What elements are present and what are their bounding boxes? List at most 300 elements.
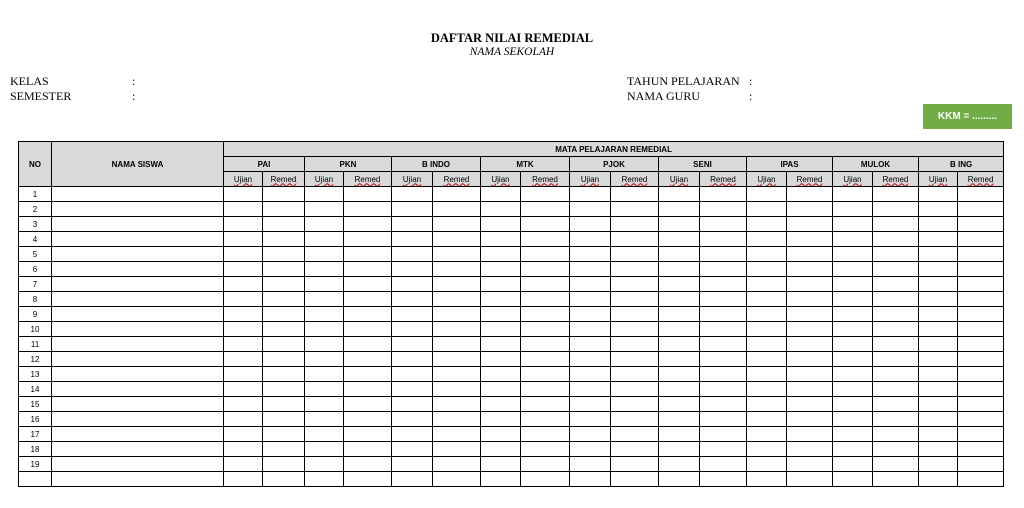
- score-cell[interactable]: [570, 202, 611, 217]
- score-cell[interactable]: [263, 202, 305, 217]
- score-cell[interactable]: [481, 337, 521, 352]
- score-cell[interactable]: [570, 442, 611, 457]
- score-cell[interactable]: [919, 382, 958, 397]
- score-cell[interactable]: [433, 352, 481, 367]
- score-cell[interactable]: [305, 292, 344, 307]
- score-cell[interactable]: [305, 217, 344, 232]
- score-cell[interactable]: [305, 412, 344, 427]
- score-cell[interactable]: [263, 307, 305, 322]
- score-cell[interactable]: [392, 217, 433, 232]
- score-cell[interactable]: [873, 382, 919, 397]
- score-cell[interactable]: [700, 382, 747, 397]
- score-cell[interactable]: [481, 307, 521, 322]
- score-cell[interactable]: [305, 397, 344, 412]
- score-cell[interactable]: [747, 412, 787, 427]
- score-cell[interactable]: [611, 247, 659, 262]
- score-cell[interactable]: [787, 382, 833, 397]
- score-cell[interactable]: [747, 307, 787, 322]
- score-cell[interactable]: [958, 292, 1004, 307]
- score-cell[interactable]: [958, 247, 1004, 262]
- score-cell[interactable]: [700, 337, 747, 352]
- score-cell[interactable]: [263, 217, 305, 232]
- score-cell[interactable]: [747, 337, 787, 352]
- score-cell[interactable]: [224, 277, 263, 292]
- score-cell[interactable]: [700, 232, 747, 247]
- score-cell[interactable]: [833, 322, 873, 337]
- score-cell[interactable]: [344, 232, 392, 247]
- score-cell[interactable]: [958, 337, 1004, 352]
- score-cell[interactable]: [611, 202, 659, 217]
- student-name-cell[interactable]: [52, 457, 224, 472]
- score-cell[interactable]: [224, 307, 263, 322]
- score-cell[interactable]: [481, 217, 521, 232]
- score-cell[interactable]: [833, 262, 873, 277]
- score-cell[interactable]: [344, 322, 392, 337]
- score-cell[interactable]: [433, 187, 481, 202]
- score-cell[interactable]: [833, 292, 873, 307]
- score-cell[interactable]: [787, 232, 833, 247]
- score-cell[interactable]: [481, 367, 521, 382]
- score-cell[interactable]: [481, 412, 521, 427]
- score-cell[interactable]: [787, 247, 833, 262]
- score-cell[interactable]: [305, 307, 344, 322]
- student-name-cell[interactable]: [52, 367, 224, 382]
- score-cell[interactable]: [659, 262, 700, 277]
- score-cell[interactable]: [392, 187, 433, 202]
- score-cell[interactable]: [700, 277, 747, 292]
- student-name-cell[interactable]: [52, 307, 224, 322]
- score-cell[interactable]: [521, 232, 570, 247]
- score-cell[interactable]: [833, 427, 873, 442]
- score-cell[interactable]: [700, 442, 747, 457]
- score-cell[interactable]: [521, 412, 570, 427]
- score-cell[interactable]: [224, 322, 263, 337]
- score-cell[interactable]: [224, 472, 263, 487]
- score-cell[interactable]: [659, 277, 700, 292]
- score-cell[interactable]: [481, 352, 521, 367]
- score-cell[interactable]: [611, 382, 659, 397]
- score-cell[interactable]: [433, 337, 481, 352]
- score-cell[interactable]: [747, 397, 787, 412]
- score-cell[interactable]: [570, 232, 611, 247]
- score-cell[interactable]: [787, 457, 833, 472]
- student-name-cell[interactable]: [52, 412, 224, 427]
- score-cell[interactable]: [521, 277, 570, 292]
- score-cell[interactable]: [833, 457, 873, 472]
- score-cell[interactable]: [344, 307, 392, 322]
- score-cell[interactable]: [958, 472, 1004, 487]
- score-cell[interactable]: [611, 412, 659, 427]
- score-cell[interactable]: [873, 187, 919, 202]
- score-cell[interactable]: [481, 232, 521, 247]
- score-cell[interactable]: [873, 412, 919, 427]
- score-cell[interactable]: [787, 292, 833, 307]
- score-cell[interactable]: [958, 262, 1004, 277]
- score-cell[interactable]: [611, 187, 659, 202]
- score-cell[interactable]: [344, 397, 392, 412]
- score-cell[interactable]: [873, 262, 919, 277]
- score-cell[interactable]: [611, 442, 659, 457]
- score-cell[interactable]: [344, 292, 392, 307]
- score-cell[interactable]: [570, 367, 611, 382]
- score-cell[interactable]: [611, 307, 659, 322]
- score-cell[interactable]: [659, 367, 700, 382]
- score-cell[interactable]: [392, 202, 433, 217]
- score-cell[interactable]: [919, 427, 958, 442]
- score-cell[interactable]: [659, 427, 700, 442]
- score-cell[interactable]: [787, 427, 833, 442]
- score-cell[interactable]: [919, 277, 958, 292]
- score-cell[interactable]: [700, 427, 747, 442]
- score-cell[interactable]: [224, 382, 263, 397]
- score-cell[interactable]: [344, 352, 392, 367]
- score-cell[interactable]: [433, 247, 481, 262]
- score-cell[interactable]: [747, 472, 787, 487]
- score-cell[interactable]: [958, 427, 1004, 442]
- score-cell[interactable]: [958, 457, 1004, 472]
- score-cell[interactable]: [700, 202, 747, 217]
- student-name-cell[interactable]: [52, 472, 224, 487]
- score-cell[interactable]: [919, 367, 958, 382]
- score-cell[interactable]: [433, 442, 481, 457]
- score-cell[interactable]: [305, 232, 344, 247]
- student-name-cell[interactable]: [52, 187, 224, 202]
- score-cell[interactable]: [659, 442, 700, 457]
- score-cell[interactable]: [263, 352, 305, 367]
- score-cell[interactable]: [787, 217, 833, 232]
- score-cell[interactable]: [433, 382, 481, 397]
- score-cell[interactable]: [659, 187, 700, 202]
- score-cell[interactable]: [224, 412, 263, 427]
- score-cell[interactable]: [521, 367, 570, 382]
- score-cell[interactable]: [263, 367, 305, 382]
- score-cell[interactable]: [747, 292, 787, 307]
- score-cell[interactable]: [570, 472, 611, 487]
- score-cell[interactable]: [481, 262, 521, 277]
- score-cell[interactable]: [305, 367, 344, 382]
- score-cell[interactable]: [224, 232, 263, 247]
- score-cell[interactable]: [833, 382, 873, 397]
- score-cell[interactable]: [873, 457, 919, 472]
- score-cell[interactable]: [305, 442, 344, 457]
- student-name-cell[interactable]: [52, 217, 224, 232]
- score-cell[interactable]: [521, 247, 570, 262]
- score-cell[interactable]: [305, 382, 344, 397]
- score-cell[interactable]: [787, 352, 833, 367]
- score-cell[interactable]: [481, 187, 521, 202]
- score-cell[interactable]: [919, 442, 958, 457]
- score-cell[interactable]: [659, 337, 700, 352]
- score-cell[interactable]: [433, 427, 481, 442]
- score-cell[interactable]: [611, 232, 659, 247]
- score-cell[interactable]: [958, 352, 1004, 367]
- score-cell[interactable]: [611, 427, 659, 442]
- score-cell[interactable]: [305, 322, 344, 337]
- score-cell[interactable]: [747, 352, 787, 367]
- score-cell[interactable]: [481, 277, 521, 292]
- score-cell[interactable]: [919, 397, 958, 412]
- score-cell[interactable]: [305, 277, 344, 292]
- score-cell[interactable]: [873, 367, 919, 382]
- score-cell[interactable]: [305, 247, 344, 262]
- score-cell[interactable]: [611, 217, 659, 232]
- score-cell[interactable]: [700, 322, 747, 337]
- score-cell[interactable]: [747, 382, 787, 397]
- score-cell[interactable]: [873, 307, 919, 322]
- score-cell[interactable]: [747, 247, 787, 262]
- score-cell[interactable]: [521, 307, 570, 322]
- score-cell[interactable]: [392, 472, 433, 487]
- score-cell[interactable]: [433, 412, 481, 427]
- score-cell[interactable]: [224, 352, 263, 367]
- score-cell[interactable]: [263, 472, 305, 487]
- score-cell[interactable]: [873, 442, 919, 457]
- score-cell[interactable]: [481, 427, 521, 442]
- score-cell[interactable]: [392, 322, 433, 337]
- score-cell[interactable]: [873, 247, 919, 262]
- score-cell[interactable]: [521, 352, 570, 367]
- score-cell[interactable]: [570, 262, 611, 277]
- score-cell[interactable]: [787, 187, 833, 202]
- score-cell[interactable]: [481, 247, 521, 262]
- score-cell[interactable]: [521, 382, 570, 397]
- score-cell[interactable]: [787, 412, 833, 427]
- score-cell[interactable]: [700, 472, 747, 487]
- score-cell[interactable]: [958, 232, 1004, 247]
- score-cell[interactable]: [833, 187, 873, 202]
- score-cell[interactable]: [919, 202, 958, 217]
- score-cell[interactable]: [700, 352, 747, 367]
- score-cell[interactable]: [224, 367, 263, 382]
- score-cell[interactable]: [919, 247, 958, 262]
- score-cell[interactable]: [659, 352, 700, 367]
- student-name-cell[interactable]: [52, 232, 224, 247]
- score-cell[interactable]: [611, 337, 659, 352]
- student-name-cell[interactable]: [52, 277, 224, 292]
- score-cell[interactable]: [570, 187, 611, 202]
- score-cell[interactable]: [521, 472, 570, 487]
- score-cell[interactable]: [873, 202, 919, 217]
- score-cell[interactable]: [305, 262, 344, 277]
- score-cell[interactable]: [344, 442, 392, 457]
- score-cell[interactable]: [833, 367, 873, 382]
- score-cell[interactable]: [392, 247, 433, 262]
- score-cell[interactable]: [521, 217, 570, 232]
- score-cell[interactable]: [747, 322, 787, 337]
- score-cell[interactable]: [305, 352, 344, 367]
- score-cell[interactable]: [747, 217, 787, 232]
- score-cell[interactable]: [570, 217, 611, 232]
- score-cell[interactable]: [833, 412, 873, 427]
- score-cell[interactable]: [787, 202, 833, 217]
- score-cell[interactable]: [305, 202, 344, 217]
- score-cell[interactable]: [958, 217, 1004, 232]
- score-cell[interactable]: [570, 307, 611, 322]
- score-cell[interactable]: [659, 322, 700, 337]
- score-cell[interactable]: [263, 187, 305, 202]
- score-cell[interactable]: [392, 397, 433, 412]
- student-name-cell[interactable]: [52, 247, 224, 262]
- score-cell[interactable]: [433, 307, 481, 322]
- score-cell[interactable]: [611, 277, 659, 292]
- score-cell[interactable]: [224, 262, 263, 277]
- score-cell[interactable]: [659, 217, 700, 232]
- score-cell[interactable]: [787, 442, 833, 457]
- score-cell[interactable]: [481, 397, 521, 412]
- score-cell[interactable]: [570, 292, 611, 307]
- score-cell[interactable]: [659, 382, 700, 397]
- score-cell[interactable]: [833, 337, 873, 352]
- score-cell[interactable]: [700, 307, 747, 322]
- score-cell[interactable]: [833, 352, 873, 367]
- score-cell[interactable]: [919, 292, 958, 307]
- score-cell[interactable]: [521, 442, 570, 457]
- score-cell[interactable]: [611, 472, 659, 487]
- score-cell[interactable]: [873, 232, 919, 247]
- score-cell[interactable]: [700, 367, 747, 382]
- score-cell[interactable]: [481, 457, 521, 472]
- score-cell[interactable]: [833, 397, 873, 412]
- student-name-cell[interactable]: [52, 292, 224, 307]
- score-cell[interactable]: [263, 277, 305, 292]
- score-cell[interactable]: [481, 202, 521, 217]
- score-cell[interactable]: [873, 277, 919, 292]
- score-cell[interactable]: [919, 307, 958, 322]
- score-cell[interactable]: [392, 262, 433, 277]
- score-cell[interactable]: [392, 337, 433, 352]
- score-cell[interactable]: [433, 277, 481, 292]
- student-name-cell[interactable]: [52, 397, 224, 412]
- score-cell[interactable]: [787, 367, 833, 382]
- score-cell[interactable]: [263, 442, 305, 457]
- score-cell[interactable]: [747, 367, 787, 382]
- score-cell[interactable]: [873, 397, 919, 412]
- score-cell[interactable]: [700, 457, 747, 472]
- score-cell[interactable]: [224, 337, 263, 352]
- score-cell[interactable]: [521, 202, 570, 217]
- student-name-cell[interactable]: [52, 202, 224, 217]
- student-name-cell[interactable]: [52, 442, 224, 457]
- score-cell[interactable]: [659, 292, 700, 307]
- score-cell[interactable]: [433, 262, 481, 277]
- score-cell[interactable]: [344, 472, 392, 487]
- score-cell[interactable]: [919, 232, 958, 247]
- score-cell[interactable]: [833, 277, 873, 292]
- score-cell[interactable]: [263, 457, 305, 472]
- score-cell[interactable]: [521, 292, 570, 307]
- score-cell[interactable]: [787, 472, 833, 487]
- score-cell[interactable]: [263, 427, 305, 442]
- score-cell[interactable]: [305, 472, 344, 487]
- score-cell[interactable]: [570, 457, 611, 472]
- score-cell[interactable]: [570, 427, 611, 442]
- score-cell[interactable]: [263, 382, 305, 397]
- score-cell[interactable]: [787, 337, 833, 352]
- score-cell[interactable]: [521, 337, 570, 352]
- score-cell[interactable]: [481, 292, 521, 307]
- score-cell[interactable]: [659, 397, 700, 412]
- score-cell[interactable]: [521, 427, 570, 442]
- score-cell[interactable]: [481, 472, 521, 487]
- score-cell[interactable]: [873, 217, 919, 232]
- score-cell[interactable]: [659, 472, 700, 487]
- score-cell[interactable]: [392, 232, 433, 247]
- score-cell[interactable]: [433, 397, 481, 412]
- score-cell[interactable]: [392, 412, 433, 427]
- score-cell[interactable]: [700, 187, 747, 202]
- score-cell[interactable]: [659, 307, 700, 322]
- score-cell[interactable]: [433, 472, 481, 487]
- score-cell[interactable]: [700, 262, 747, 277]
- score-cell[interactable]: [833, 307, 873, 322]
- score-cell[interactable]: [919, 457, 958, 472]
- score-cell[interactable]: [570, 352, 611, 367]
- score-cell[interactable]: [344, 262, 392, 277]
- score-cell[interactable]: [344, 217, 392, 232]
- score-cell[interactable]: [433, 217, 481, 232]
- score-cell[interactable]: [344, 187, 392, 202]
- score-cell[interactable]: [570, 277, 611, 292]
- score-cell[interactable]: [263, 397, 305, 412]
- score-cell[interactable]: [873, 427, 919, 442]
- score-cell[interactable]: [747, 202, 787, 217]
- score-cell[interactable]: [344, 247, 392, 262]
- score-cell[interactable]: [344, 427, 392, 442]
- score-cell[interactable]: [305, 457, 344, 472]
- score-cell[interactable]: [787, 322, 833, 337]
- score-cell[interactable]: [392, 277, 433, 292]
- score-cell[interactable]: [873, 322, 919, 337]
- score-cell[interactable]: [433, 232, 481, 247]
- score-cell[interactable]: [224, 457, 263, 472]
- score-cell[interactable]: [700, 412, 747, 427]
- score-cell[interactable]: [833, 472, 873, 487]
- score-cell[interactable]: [659, 247, 700, 262]
- score-cell[interactable]: [224, 202, 263, 217]
- score-cell[interactable]: [958, 412, 1004, 427]
- score-cell[interactable]: [224, 427, 263, 442]
- score-cell[interactable]: [570, 337, 611, 352]
- score-cell[interactable]: [224, 397, 263, 412]
- score-cell[interactable]: [919, 337, 958, 352]
- score-cell[interactable]: [611, 352, 659, 367]
- score-cell[interactable]: [305, 337, 344, 352]
- score-cell[interactable]: [747, 232, 787, 247]
- score-cell[interactable]: [919, 472, 958, 487]
- score-cell[interactable]: [833, 202, 873, 217]
- score-cell[interactable]: [433, 367, 481, 382]
- score-cell[interactable]: [747, 442, 787, 457]
- score-cell[interactable]: [611, 322, 659, 337]
- student-name-cell[interactable]: [52, 322, 224, 337]
- score-cell[interactable]: [787, 277, 833, 292]
- score-cell[interactable]: [344, 412, 392, 427]
- score-cell[interactable]: [481, 322, 521, 337]
- score-cell[interactable]: [392, 307, 433, 322]
- score-cell[interactable]: [873, 472, 919, 487]
- score-cell[interactable]: [958, 307, 1004, 322]
- score-cell[interactable]: [919, 217, 958, 232]
- score-cell[interactable]: [263, 337, 305, 352]
- score-cell[interactable]: [263, 232, 305, 247]
- score-cell[interactable]: [611, 292, 659, 307]
- score-cell[interactable]: [958, 202, 1004, 217]
- score-cell[interactable]: [263, 292, 305, 307]
- score-cell[interactable]: [659, 232, 700, 247]
- score-cell[interactable]: [521, 262, 570, 277]
- score-cell[interactable]: [433, 457, 481, 472]
- score-cell[interactable]: [344, 382, 392, 397]
